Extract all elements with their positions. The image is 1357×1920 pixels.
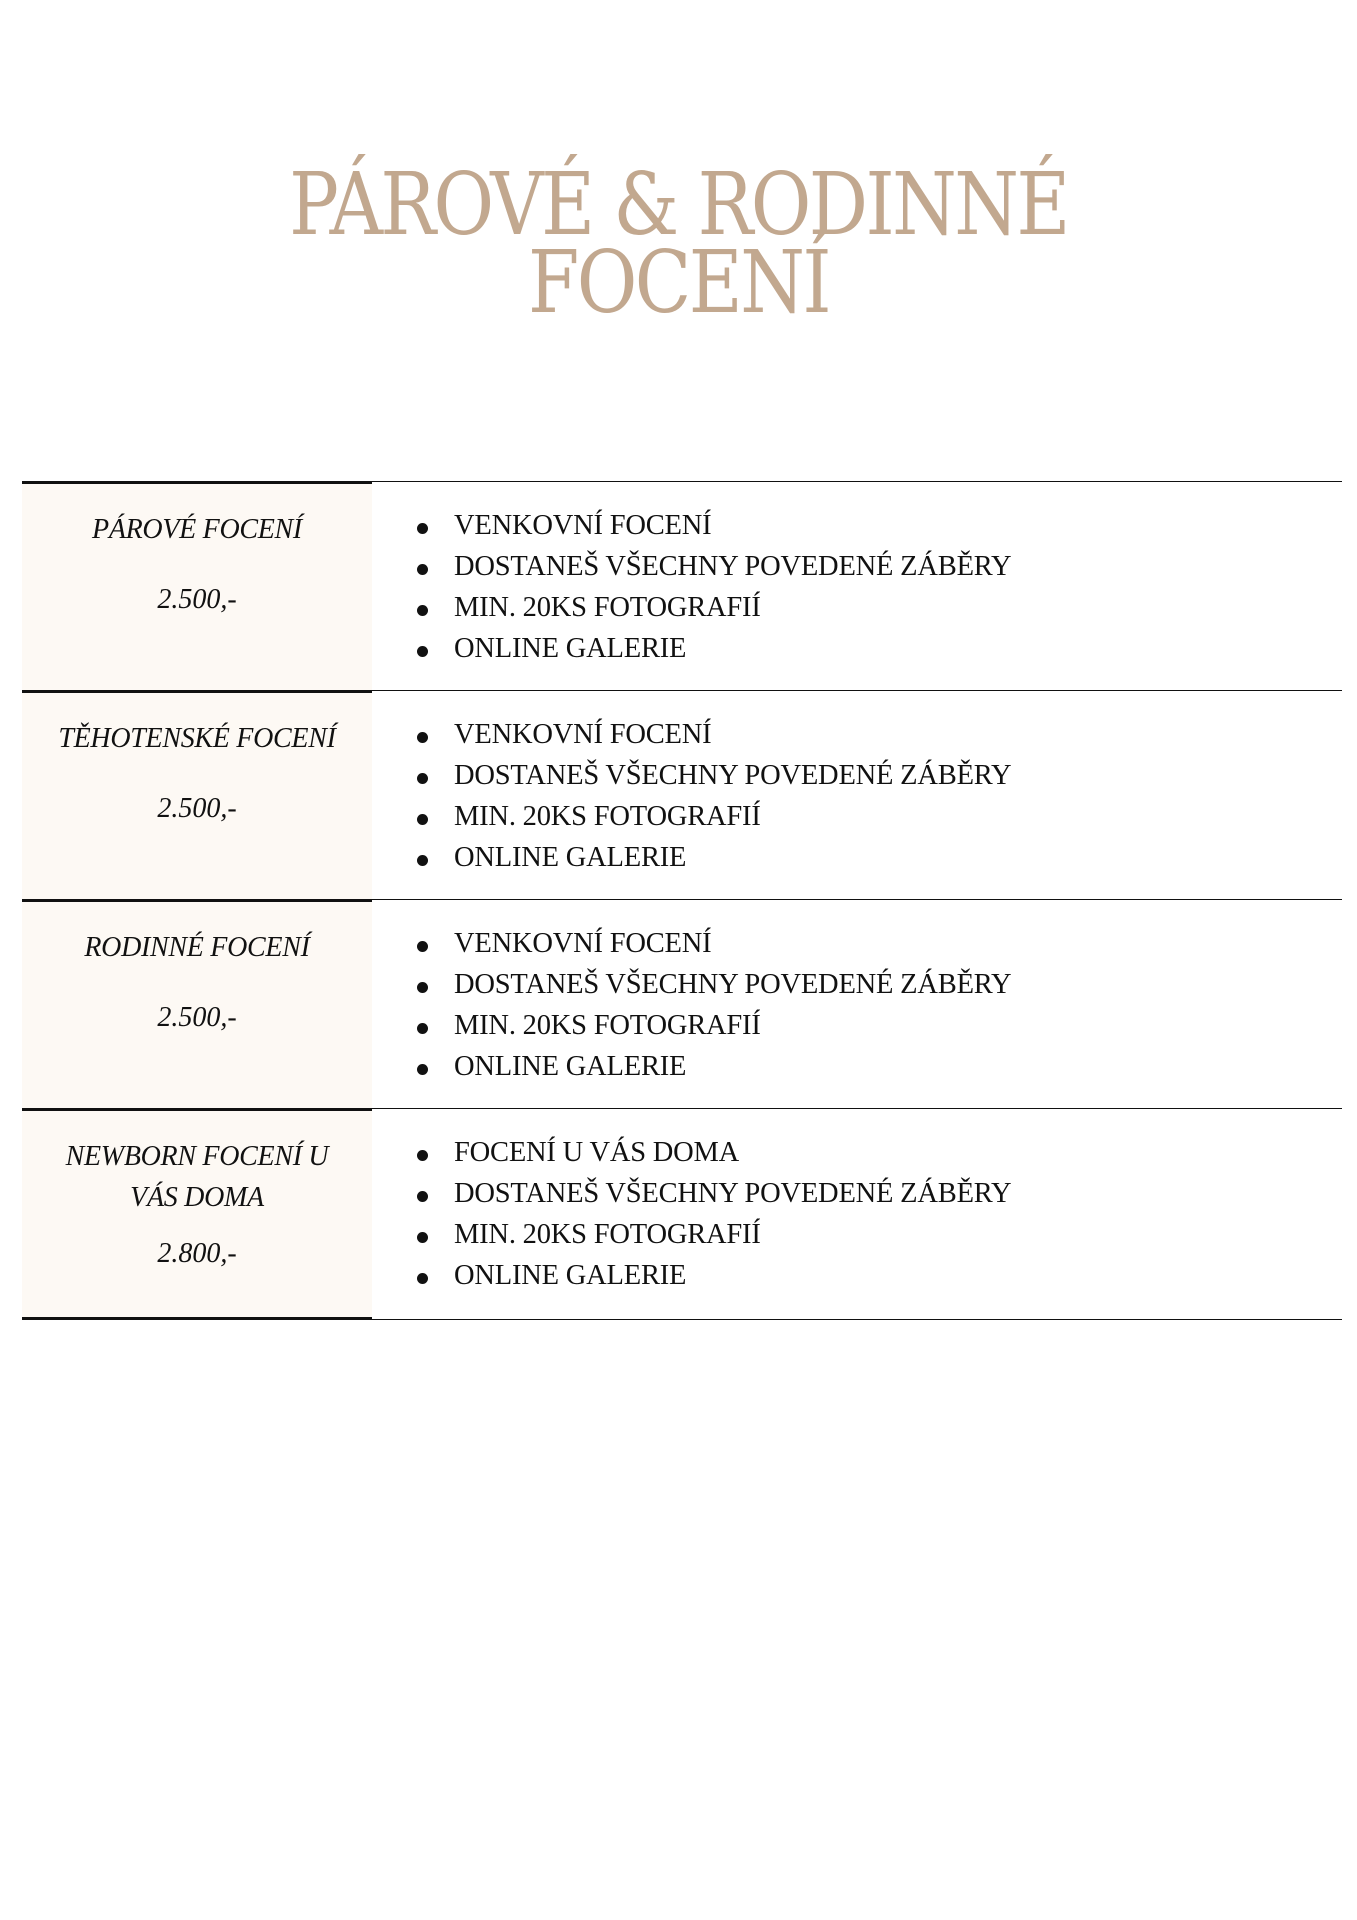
feature-text: DOSTANEŠ VŠECHNY POVEDENÉ ZÁBĚRY — [454, 551, 1012, 582]
package-price: 2.500,- — [157, 1002, 237, 1033]
feature-text: ONLINE GALERIE — [454, 1260, 687, 1291]
feature-text: MIN. 20KS FOTOGRAFIÍ — [454, 592, 761, 623]
feature-text: FOCENÍ U VÁS DOMA — [454, 1137, 740, 1168]
package-features-cell — [372, 690, 1342, 899]
bullet-icon — [417, 646, 428, 657]
feature-item — [417, 587, 1011, 628]
feature-text: DOSTANEŠ VŠECHNY POVEDENÉ ZÁBĚRY — [454, 1178, 1012, 1209]
package-info-cell — [22, 899, 372, 1108]
feature-item — [417, 1173, 1011, 1214]
bullet-icon — [417, 982, 428, 993]
bullet-icon — [417, 564, 428, 575]
feature-item — [417, 1005, 1011, 1046]
price-table — [22, 481, 1342, 1320]
package-price: 2.500,- — [157, 793, 237, 824]
package-row-tehotenske — [22, 690, 1342, 899]
bullet-icon — [417, 1150, 428, 1161]
bullet-icon — [417, 855, 428, 866]
bullet-icon — [417, 1273, 428, 1284]
feature-list — [417, 923, 1011, 1087]
package-features-cell — [372, 899, 1342, 1108]
bullet-icon — [417, 941, 428, 952]
bullet-icon — [417, 814, 428, 825]
package-name: PÁROVÉ FOCENÍ — [92, 514, 302, 545]
feature-text: MIN. 20KS FOTOGRAFIÍ — [454, 1010, 761, 1041]
bullet-icon — [417, 1191, 428, 1202]
package-info-cell — [22, 481, 372, 690]
feature-item — [417, 1046, 1011, 1087]
package-price: 2.800,- — [157, 1238, 237, 1269]
feature-item — [417, 1214, 1011, 1255]
bullet-icon — [417, 1232, 428, 1243]
feature-text: ONLINE GALERIE — [454, 842, 687, 873]
feature-text: MIN. 20KS FOTOGRAFIÍ — [454, 1219, 761, 1250]
package-price: 2.500,- — [157, 584, 237, 615]
package-name: NEWBORN FOCENÍ U VÁS DOMA — [65, 1141, 329, 1213]
feature-list — [417, 505, 1011, 669]
feature-text: ONLINE GALERIE — [454, 1051, 687, 1082]
feature-item — [417, 837, 1011, 878]
page-title — [95, 154, 1262, 333]
feature-item — [417, 714, 1011, 755]
feature-text: VENKOVNÍ FOCENÍ — [454, 510, 712, 541]
feature-item — [417, 546, 1011, 587]
package-name: TĚHOTENSKÉ FOCENÍ — [58, 723, 336, 754]
feature-list — [417, 1132, 1011, 1296]
feature-text: DOSTANEŠ VŠECHNY POVEDENÉ ZÁBĚRY — [454, 969, 1012, 1000]
bullet-icon — [417, 605, 428, 616]
feature-item — [417, 796, 1011, 837]
feature-text: DOSTANEŠ VŠECHNY POVEDENÉ ZÁBĚRY — [454, 760, 1012, 791]
feature-item — [417, 964, 1011, 1005]
package-features-cell — [372, 481, 1342, 690]
feature-text: VENKOVNÍ FOCENÍ — [454, 719, 712, 750]
feature-list — [417, 714, 1011, 878]
package-info-cell — [22, 1108, 372, 1320]
page-title-line-1: PÁROVÉ & RODINNÉ — [289, 154, 1068, 255]
package-name: RODINNÉ FOCENÍ — [84, 932, 310, 963]
bullet-icon — [417, 732, 428, 743]
feature-item — [417, 628, 1011, 669]
feature-text: ONLINE GALERIE — [454, 633, 687, 664]
feature-item — [417, 505, 1011, 546]
bullet-icon — [417, 773, 428, 784]
feature-text: MIN. 20KS FOTOGRAFIÍ — [454, 801, 761, 832]
feature-item — [417, 755, 1011, 796]
feature-item — [417, 923, 1011, 964]
package-row-newborn — [22, 1108, 1342, 1320]
package-row-rodinne — [22, 899, 1342, 1108]
bullet-icon — [417, 523, 428, 534]
bullet-icon — [417, 1064, 428, 1075]
feature-item — [417, 1255, 1011, 1296]
package-row-parove — [22, 481, 1342, 690]
package-info-cell — [22, 690, 372, 899]
feature-item — [417, 1132, 1011, 1173]
bullet-icon — [417, 1023, 428, 1034]
page-title-line-2: FOCENÍ — [528, 232, 829, 333]
feature-text: VENKOVNÍ FOCENÍ — [454, 928, 712, 959]
package-features-cell — [372, 1108, 1342, 1320]
